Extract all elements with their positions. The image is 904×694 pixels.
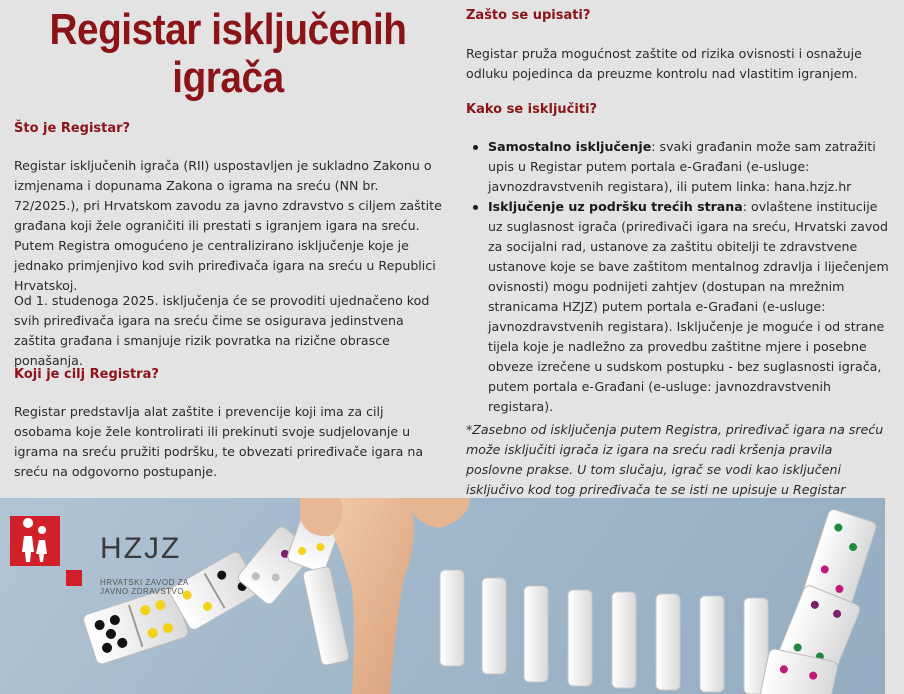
paragraph-registry-goal: Registar predstavlja alat zaštite i prevencije koji ima za cilj osobama koje žele kontrolirati ili prekinuti svoje sudjelovanje u igrama na sreću pružiti podršku, te obvezati priređivače igara na sreću na odgovorno postupanje.: [14, 404, 424, 479]
logo-name: HZJZ: [100, 532, 182, 565]
paragraph-what-is-registry: Registar isključenih igrača (RII) uspostavljen je sukladno Zakonu o izmjenama i dopunama Zakona o igrama na sreću (NN br. 72/2025.), pri Hrvatskom zavodu za javno zdravstvo s ciljem zaštite građana koji žele ograničiti ili prestati s igranjem igara na sreću. Putem Registra omogućeno je centralizirano isključenje koje je jednako primjenjivo kod svih priređivača igara na sreću u Republici Hrvatskoj.: [14, 158, 442, 293]
heading-what-is-registry: Što je Registar?: [14, 121, 131, 136]
heading-why-register: Zašto se upisati?: [466, 8, 591, 23]
heading-registry-goal: Koji je cilj Registra?: [14, 367, 159, 382]
logo-subtitle: HRVATSKI ZAVOD ZA JAVNO ZDRAVSTVO: [100, 578, 189, 596]
exclusion-methods-list: [468, 137, 892, 417]
self-exclusion-text: : svaki građanin može sam zatražiti upis u Registar putem portala e-Građani (e-usluge: javnozdravstvenih registara), ili putem linka: hana.hzjz.hr: [488, 139, 876, 194]
title-line-2: igrača: [172, 53, 284, 102]
page-title: [40, 6, 417, 102]
domino-photo: [0, 498, 885, 694]
title-line-1: Registar isključenih: [49, 5, 407, 54]
self-exclusion-label: Samostalno isključenje: [488, 139, 652, 154]
paragraph-from-november: Od 1. studenoga 2025. isključenja će se provoditi ujednačeno kod svih priređivača igara na sreću čime se osigurava jedinstvena zaštita građana i smanjuje rizik povratka na rizične obrasce ponašanja.: [14, 293, 430, 368]
third-party-exclusion-label: Isključenje uz podršku trećih strana: [488, 199, 743, 214]
heading-how-to-exclude: Kako se isključiti?: [466, 102, 598, 117]
list-item-self-exclusion: [468, 137, 892, 197]
paragraph-why-register: Registar pruža mogućnost zaštite od rizika ovisnosti i osnažuje odluku pojedinca da preuzme kontrolu nad vlastitim igranjem.: [466, 46, 862, 81]
footnote: *Zasebno od isključenja putem Registra, priređivač igara na sreću može isključiti igrača iz igara na sreću radi kršenja pravila poslovne prakse. U tom slučaju, igrač se vodi kao isključeni isključivo kod tog priređivača te se isti ne upisuje u Registar: [466, 422, 884, 497]
hzjz-logo: [10, 516, 190, 596]
list-item-third-party-exclusion: [468, 197, 892, 417]
hzjz-logo-mark: [10, 516, 90, 596]
third-party-exclusion-text: : ovlaštene institucije uz suglasnost igrača (priređivači igara na sreću, Hrvatski zavod za socijalni rad, ustanove za zaštitu obitelji te zdravstvene ustanove koje se bave zaštitom mentalnog zdravlja i liječenjem ovisnosti) mogu podnijeti zahtjev (dostupan na mrežnim stranicama HZJZ) putem portala e-Građani (e-usluge: javnozdravstvenih registara). Isključenje je moguće i od strane tijela koje je nadležno za provedbu zaštitne mjere i posebne obveze izrečene u sudskom postupku - bez suglasnosti igrača, putem portala e-Građani (e-usluge: javnozdravstvenih registara).: [488, 199, 889, 414]
